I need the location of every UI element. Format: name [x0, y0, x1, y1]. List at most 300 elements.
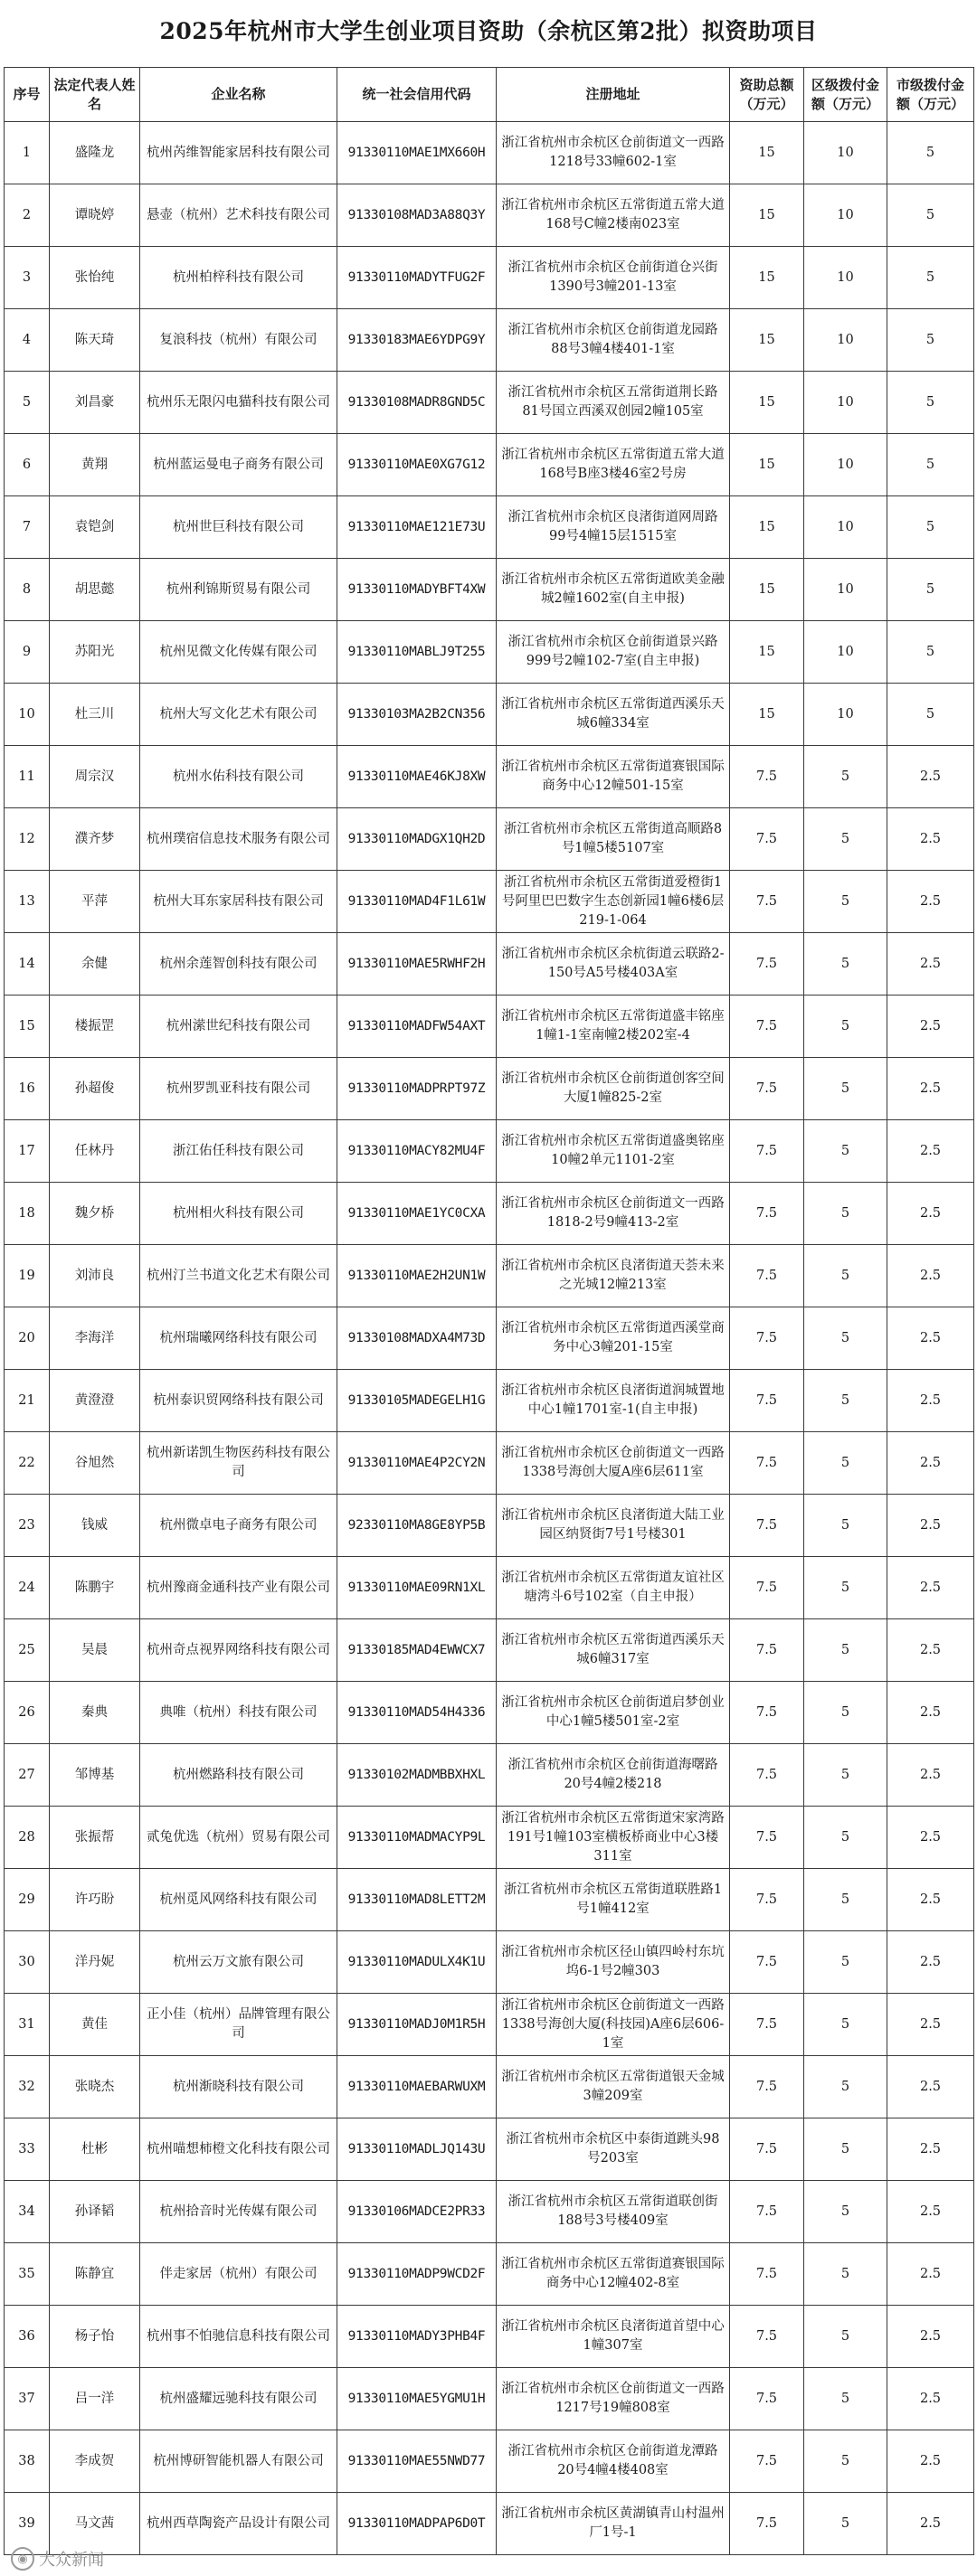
cell-index: [5, 1245, 50, 1307]
cell-city-text: 2.5: [919, 2515, 942, 2531]
cell-district-text: 5: [840, 1205, 850, 1221]
cell-legal-rep: [50, 1807, 140, 1869]
cell-total-text: 7.5: [755, 1392, 778, 1408]
cell-district-text: 5: [840, 2328, 850, 2344]
cell-legal-rep-text: 邹博基: [74, 1767, 115, 1782]
cell-city: [887, 1931, 974, 1994]
cell-credit-code-text: 91330110MACY82MU4F: [347, 1143, 486, 1158]
cell-total: [730, 1495, 804, 1557]
cell-credit-code-text: 91330110MAEBARWUXM: [347, 2079, 486, 2094]
cell-total-text: 7.5: [755, 1268, 778, 1283]
cell-city-text: 5: [925, 145, 935, 160]
cell-company-text: 杭州芮维智能家居科技有限公司: [147, 145, 330, 160]
cell-city-text: 2.5: [919, 2079, 942, 2094]
cell-index: [5, 2118, 50, 2181]
cell-company-text: 悬壶（杭州）艺术科技有限公司: [147, 207, 330, 222]
cell-legal-rep-text: 陈天琦: [74, 332, 115, 347]
cell-city-text: 5: [925, 269, 935, 285]
cell-address: [497, 309, 730, 372]
cell-district-text: 5: [840, 1018, 850, 1033]
cell-total-text: 7.5: [755, 1018, 778, 1033]
cell-legal-rep-text: 许巧盼: [74, 1892, 115, 1907]
cell-legal-rep-text: 杜三川: [74, 706, 115, 722]
header-total: 资助总额（万元）: [730, 68, 804, 122]
table-row: [5, 1931, 974, 1994]
cell-legal-rep-text: 谷旭然: [74, 1455, 115, 1470]
cell-company-text: 杭州相火科技有限公司: [173, 1205, 304, 1221]
cell-legal-rep-text: 杜彬: [81, 2141, 108, 2156]
table-row: [5, 684, 974, 746]
cell-index-text: 20: [18, 1330, 35, 1345]
cell-city-text: 2.5: [919, 2016, 942, 2032]
cell-city: [887, 2306, 974, 2368]
cell-legal-rep: [50, 2181, 140, 2243]
cell-city: [887, 1120, 974, 1183]
cell-address: [497, 1183, 730, 1245]
cell-district-text: 5: [840, 2391, 850, 2406]
cell-city-text: 5: [925, 644, 935, 659]
cell-credit-code: [337, 746, 497, 808]
cell-district: [804, 1744, 887, 1807]
cell-total-text: 7.5: [755, 2453, 778, 2468]
cell-legal-rep-text: 张怡纯: [74, 269, 115, 285]
cell-address-text: 浙江省杭州市余杭区五常街道联创街188号3号楼409室: [507, 2194, 718, 2228]
cell-address: [497, 1495, 730, 1557]
cell-total-text: 7.5: [755, 1455, 778, 1470]
cell-total: [730, 434, 804, 496]
cell-total-text: 7.5: [755, 2391, 778, 2406]
cell-district-text: 5: [840, 2141, 850, 2156]
cell-total-text: 15: [758, 269, 775, 285]
cell-legal-rep: [50, 1869, 140, 1931]
cell-city: [887, 372, 974, 434]
cell-credit-code: [337, 1931, 497, 1994]
cell-district: [804, 1557, 887, 1619]
cell-company-text: 杭州西草陶瓷产品设计有限公司: [147, 2515, 330, 2531]
cell-credit-code: [337, 684, 497, 746]
cell-index-text: 25: [18, 1642, 35, 1657]
cell-company: [140, 684, 337, 746]
cell-address: [497, 247, 730, 309]
cell-legal-rep-text: 魏夕桥: [74, 1205, 115, 1221]
cell-city-text: 2.5: [919, 1517, 942, 1533]
cell-index-text: 13: [18, 893, 35, 909]
cell-total-text: 7.5: [755, 769, 778, 784]
cell-credit-code-text: 91330110MAE5RWHF2H: [347, 956, 486, 971]
cell-city-text: 2.5: [919, 1642, 942, 1657]
cell-company: [140, 2056, 337, 2118]
cell-district: [804, 2243, 887, 2306]
cell-legal-rep-text: 黄翔: [81, 457, 108, 472]
cell-district-text: 5: [840, 1767, 850, 1782]
cell-total-text: 15: [758, 644, 775, 659]
cell-address: [497, 1120, 730, 1183]
table-row: [5, 621, 974, 684]
cell-total-text: 7.5: [755, 956, 778, 971]
cell-address: [497, 1619, 730, 1682]
cell-address: [497, 2118, 730, 2181]
cell-total: [730, 1120, 804, 1183]
cell-index-text: 36: [18, 2328, 35, 2344]
cell-address-text: 浙江省杭州市余杭区仓前街道启梦创业中心1幢5楼501室-2室: [501, 1695, 725, 1729]
cell-city-text: 2.5: [919, 1704, 942, 1720]
cell-index: [5, 871, 50, 933]
cell-credit-code-text: 91330110MADYTFUG2F: [347, 269, 486, 285]
cell-total: [730, 2368, 804, 2430]
cell-address: [497, 871, 730, 933]
cell-total: [730, 746, 804, 808]
cell-district-text: 5: [840, 2266, 850, 2281]
cell-company: [140, 2306, 337, 2368]
table-row: [5, 1619, 974, 1682]
cell-district: [804, 1183, 887, 1245]
table-row: [5, 1432, 974, 1495]
cell-index: [5, 372, 50, 434]
cell-credit-code-text: 91330110MADGX1QH2D: [347, 831, 486, 846]
cell-district: [804, 621, 887, 684]
cell-company: [140, 621, 337, 684]
cell-index-text: 7: [22, 519, 32, 534]
cell-address: [497, 2493, 730, 2555]
cell-legal-rep: [50, 1557, 140, 1619]
cell-address: [497, 1682, 730, 1744]
cell-address-text: 浙江省杭州市余杭区良渚街道天荟未来之光城12幢213室: [501, 1259, 725, 1292]
cell-city: [887, 933, 974, 995]
cell-index: [5, 1120, 50, 1183]
cell-city: [887, 1807, 974, 1869]
cell-legal-rep-text: 钱威: [81, 1517, 108, 1533]
cell-district-text: 5: [840, 1268, 850, 1283]
cell-legal-rep: [50, 247, 140, 309]
cell-district-text: 5: [840, 2515, 850, 2531]
cell-index: [5, 496, 50, 559]
cell-city-text: 2.5: [919, 1455, 942, 1470]
cell-company-text: 正小佳（杭州）品牌管理有限公司: [147, 2007, 330, 2041]
cell-total: [730, 2181, 804, 2243]
cell-total-text: 7.5: [755, 2141, 778, 2156]
cell-city-text: 5: [925, 394, 935, 410]
cell-district: [804, 1682, 887, 1744]
cell-address-text: 浙江省杭州市余杭区五常街道宋家湾路191号1幢103室横板桥商业中心3楼311室: [501, 1810, 725, 1864]
cell-district-text: 5: [840, 1455, 850, 1470]
cell-total: [730, 1931, 804, 1994]
cell-total-text: 7.5: [755, 2515, 778, 2531]
cell-total: [730, 1370, 804, 1432]
cell-total: [730, 621, 804, 684]
cell-address: [497, 1744, 730, 1807]
cell-address: [497, 1432, 730, 1495]
cell-total: [730, 2243, 804, 2306]
cell-city: [887, 1869, 974, 1931]
cell-district: [804, 1869, 887, 1931]
cell-total: [730, 933, 804, 995]
cell-credit-code-text: 91330102MADMBBXHXL: [347, 1767, 486, 1782]
table-row: [5, 309, 974, 372]
cell-total-text: 7.5: [755, 2079, 778, 2094]
cell-city-text: 2.5: [919, 1080, 942, 1096]
cell-credit-code-text: 91330110MADJ0M1R5H: [347, 2016, 486, 2032]
cell-city-text: 2.5: [919, 1767, 942, 1782]
cell-total: [730, 995, 804, 1058]
cell-city: [887, 621, 974, 684]
cell-city: [887, 1994, 974, 2056]
page-title: 2025年杭州市大学生创业项目资助（余杭区第2批）拟资助项目: [159, 18, 818, 44]
cell-company: [140, 247, 337, 309]
cell-district: [804, 1245, 887, 1307]
cell-legal-rep: [50, 1619, 140, 1682]
cell-legal-rep: [50, 1931, 140, 1994]
cell-city: [887, 1183, 974, 1245]
cell-company: [140, 122, 337, 184]
cell-total-text: 7.5: [755, 2016, 778, 2032]
table-row: [5, 2493, 974, 2555]
cell-legal-rep-text: 吴晨: [81, 1642, 108, 1657]
cell-total-text: 7.5: [755, 1829, 778, 1845]
cell-district: [804, 434, 887, 496]
cell-company: [140, 746, 337, 808]
cell-legal-rep: [50, 621, 140, 684]
cell-company: [140, 1744, 337, 1807]
cell-city-text: 5: [925, 581, 935, 597]
cell-company: [140, 1619, 337, 1682]
cell-company-text: 杭州新诺凯生物医药科技有限公司: [147, 1446, 330, 1479]
cell-company-text: 杭州余莲智创科技有限公司: [159, 956, 318, 971]
cell-index-text: 37: [18, 2391, 35, 2406]
cell-credit-code: [337, 122, 497, 184]
table-row: [5, 122, 974, 184]
cell-company-text: 杭州水佑科技有限公司: [173, 769, 304, 784]
cell-city-text: 2.5: [919, 893, 942, 909]
header-company: 企业名称: [140, 68, 337, 122]
cell-city-text: 2.5: [919, 2391, 942, 2406]
cell-address-text: 浙江省杭州市余杭区仓前街道龙园路88号3幢4楼401-1室: [507, 323, 718, 356]
table-header-row: [5, 68, 974, 122]
cell-company: [140, 1245, 337, 1307]
cell-total: [730, 184, 804, 247]
cell-credit-code: [337, 434, 497, 496]
cell-total: [730, 1245, 804, 1307]
cell-legal-rep: [50, 309, 140, 372]
cell-district: [804, 684, 887, 746]
cell-total-text: 7.5: [755, 1580, 778, 1595]
cell-legal-rep: [50, 995, 140, 1058]
cell-company-text: 杭州博研智能机器人有限公司: [153, 2453, 324, 2468]
cell-company: [140, 1432, 337, 1495]
cell-total: [730, 1869, 804, 1931]
cell-index: [5, 2493, 50, 2555]
cell-district: [804, 1619, 887, 1682]
cell-legal-rep-text: 张晓杰: [74, 2079, 115, 2094]
cell-company: [140, 496, 337, 559]
cell-total-text: 7.5: [755, 2266, 778, 2281]
cell-city: [887, 2181, 974, 2243]
cell-company: [140, 1058, 337, 1120]
cell-credit-code: [337, 933, 497, 995]
cell-city-text: 2.5: [919, 1892, 942, 1907]
cell-district: [804, 496, 887, 559]
cell-index-text: 15: [18, 1018, 35, 1033]
table-row: [5, 1245, 974, 1307]
cell-district-text: 5: [840, 1642, 850, 1657]
cell-address: [497, 808, 730, 871]
cell-company-text: 杭州潆世纪科技有限公司: [166, 1018, 311, 1033]
cell-legal-rep: [50, 2056, 140, 2118]
cell-address-text: 浙江省杭州市余杭区仓前街道文一西路1218号33幢602-1室: [501, 136, 725, 169]
table-row: [5, 1058, 974, 1120]
cell-credit-code: [337, 2306, 497, 2368]
cell-total-text: 7.5: [755, 1517, 778, 1533]
cell-city: [887, 2430, 974, 2493]
cell-index: [5, 621, 50, 684]
table-row: [5, 2430, 974, 2493]
cell-credit-code-text: 91330110MAD54H4336: [347, 1704, 486, 1720]
cell-legal-rep-text: 杨子怡: [74, 2328, 115, 2344]
cell-district: [804, 372, 887, 434]
cell-district-text: 10: [837, 519, 854, 534]
cell-city-text: 2.5: [919, 769, 942, 784]
cell-district: [804, 1495, 887, 1557]
cell-index-text: 18: [18, 1205, 35, 1221]
cell-credit-code-text: 91330110MAE1MX660H: [347, 145, 486, 160]
cell-company: [140, 2493, 337, 2555]
cell-legal-rep-text: 黄澄澄: [74, 1392, 115, 1408]
cell-city: [887, 1245, 974, 1307]
header-index: 序号: [5, 68, 50, 122]
cell-district: [804, 2056, 887, 2118]
cell-district-text: 5: [840, 769, 850, 784]
cell-company: [140, 559, 337, 621]
cell-city-text: 2.5: [919, 831, 942, 846]
cell-district: [804, 1807, 887, 1869]
cell-address-text: 浙江省杭州市余杭区五常街道银天金城3幢209室: [501, 2070, 725, 2103]
cell-credit-code: [337, 559, 497, 621]
table-row: [5, 1495, 974, 1557]
table-row: [5, 2118, 974, 2181]
cell-total: [730, 1619, 804, 1682]
cell-total: [730, 2493, 804, 2555]
cell-total-text: 7.5: [755, 2203, 778, 2219]
cell-legal-rep: [50, 1058, 140, 1120]
cell-credit-code: [337, 1557, 497, 1619]
cell-city: [887, 2493, 974, 2555]
camera-circle-icon: ◉: [11, 2547, 34, 2571]
table-row: [5, 995, 974, 1058]
cell-company-text: 杭州觅风网络科技有限公司: [159, 1892, 318, 1907]
cell-legal-rep: [50, 2118, 140, 2181]
table-row: [5, 1869, 974, 1931]
cell-total: [730, 1432, 804, 1495]
cell-company-text: 杭州拾音时光传媒有限公司: [159, 2203, 318, 2219]
cell-total: [730, 1682, 804, 1744]
cell-address-text: 浙江省杭州市余杭区五常街道爱橙街1号阿里巴巴数字生态创新园1幢6楼6层219-1-064: [501, 874, 725, 928]
cell-index-text: 35: [18, 2266, 35, 2281]
cell-credit-code-text: 91330110MAE55NWD77: [347, 2453, 486, 2468]
cell-credit-code: [337, 2181, 497, 2243]
cell-address-text: 浙江省杭州市余杭区中泰街道跳头98号203室: [506, 2132, 720, 2166]
cell-total-text: 15: [758, 207, 775, 222]
cell-legal-rep: [50, 2243, 140, 2306]
table-row: [5, 2056, 974, 2118]
cell-index-text: 23: [18, 1517, 35, 1533]
cell-district: [804, 1120, 887, 1183]
cell-city-text: 5: [925, 519, 935, 534]
cell-company-text: 杭州渐晓科技有限公司: [173, 2079, 304, 2094]
cell-city-text: 5: [925, 332, 935, 347]
cell-index: [5, 434, 50, 496]
cell-total: [730, 1058, 804, 1120]
cell-legal-rep: [50, 1994, 140, 2056]
cell-credit-code: [337, 621, 497, 684]
cell-city: [887, 1058, 974, 1120]
cell-company: [140, 1183, 337, 1245]
cell-district: [804, 746, 887, 808]
cell-address-text: 浙江省杭州市余杭区仓前街道创客空间大厦1幢825-2室: [501, 1071, 725, 1105]
cell-address: [497, 372, 730, 434]
cell-company-text: 杭州乐无限闪电猫科技有限公司: [147, 394, 330, 410]
cell-district-text: 10: [837, 581, 854, 597]
cell-company-text: 杭州汀兰书道文化艺术有限公司: [147, 1268, 330, 1283]
cell-total: [730, 122, 804, 184]
cell-company: [140, 309, 337, 372]
cell-credit-code: [337, 1120, 497, 1183]
cell-credit-code-text: 91330110MADP9WCD2F: [347, 2266, 486, 2281]
cell-company: [140, 1931, 337, 1994]
cell-credit-code-text: 91330106MADCE2PR33: [347, 2203, 486, 2219]
cell-company: [140, 933, 337, 995]
cell-credit-code: [337, 1370, 497, 1432]
table-row: [5, 1682, 974, 1744]
table-row: [5, 247, 974, 309]
cell-index-text: 2: [22, 207, 32, 222]
cell-address: [497, 496, 730, 559]
cell-index-text: 22: [18, 1455, 35, 1470]
cell-city-text: 2.5: [919, 1392, 942, 1408]
cell-total: [730, 1744, 804, 1807]
cell-address-text: 浙江省杭州市余杭区仓前街道文一西路1217号19幢808室: [501, 2382, 725, 2415]
cell-legal-rep-text: 孙译韬: [74, 2203, 115, 2219]
cell-address-text: 浙江省杭州市余杭区五常街道赛银国际商务中心12幢501-15室: [501, 760, 725, 793]
cell-address-text: 浙江省杭州市余杭区仓前街道文一西路1338号海创大厦A座6层611室: [501, 1446, 725, 1479]
cell-index-text: 24: [18, 1580, 35, 1595]
cell-index-text: 9: [22, 644, 32, 659]
cell-city-text: 2.5: [919, 2453, 942, 2468]
cell-index-text: 17: [18, 1143, 35, 1158]
cell-city-text: 5: [925, 457, 935, 472]
cell-credit-code-text: 91330105MADEGELH1G: [347, 1392, 486, 1408]
cell-address-text: 浙江省杭州市余杭区良渚街道大陆工业园区纳贤街7号1号楼301: [501, 1508, 725, 1542]
cell-address-text: 浙江省杭州市余杭区仓前街道文一西路1338号海创大厦(科技园)A座6层606-1室: [501, 1997, 725, 2051]
cell-company-text: 复浪科技（杭州）有限公司: [159, 332, 318, 347]
cell-legal-rep: [50, 684, 140, 746]
cell-credit-code-text: 91330110MADLJQ143U: [347, 2141, 486, 2156]
table-row: [5, 1807, 974, 1869]
cell-total: [730, 309, 804, 372]
cell-index-text: 5: [22, 394, 32, 410]
cell-address-text: 浙江省杭州市余杭区五常街道西溪乐天城6幢334室: [501, 697, 725, 731]
cell-company-text: 浙江佑任科技有限公司: [173, 1143, 304, 1158]
table-row: [5, 746, 974, 808]
cell-city-text: 2.5: [919, 1580, 942, 1595]
cell-total-text: 7.5: [755, 1704, 778, 1720]
cell-legal-rep: [50, 1432, 140, 1495]
cell-index: [5, 1307, 50, 1370]
cell-address-text: 浙江省杭州市余杭区良渚街道首望中心1幢307室: [501, 2319, 725, 2353]
cell-city: [887, 2368, 974, 2430]
cell-credit-code: [337, 247, 497, 309]
cell-company-text: 杭州璞宿信息技术服务有限公司: [147, 831, 330, 846]
cell-address-text: 浙江省杭州市余杭区五常街道盛丰铭座1幢1-1室南幢2楼202室-4: [501, 1009, 725, 1043]
cell-index: [5, 247, 50, 309]
